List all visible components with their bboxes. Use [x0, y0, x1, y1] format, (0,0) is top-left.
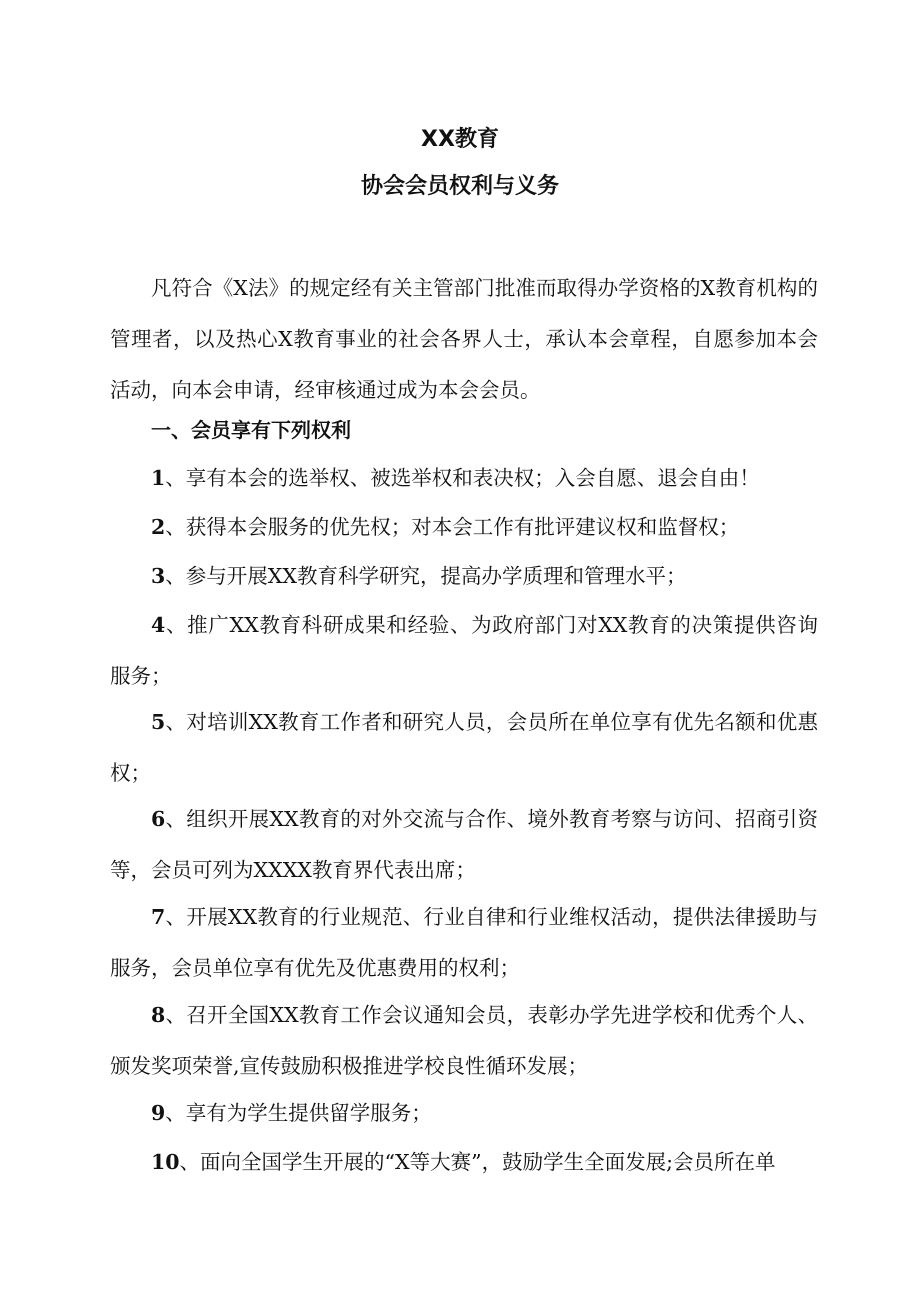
item-text: 、组织开展XX教育的对外交流与合作、境外教育考察与访问、招商引资等，会员可列为XXXX教育界代表出席； — [110, 807, 818, 882]
rights-item-7 — [110, 892, 818, 994]
item-text: 、面向全国学生开展的“X等大赛”，鼓励学生全面发展;会员所在单 — [179, 1150, 776, 1174]
item-number: 1 — [151, 466, 166, 490]
document-title-line2: 协会会员权利与义务 — [360, 174, 559, 199]
section-heading-rights: 一、会员享有下列权利 — [151, 418, 351, 442]
rights-item-4 — [110, 600, 818, 702]
item-text: 、开展XX教育的行业规范、行业自律和行业维权活动，提供法律援助与服务，会员单位享有优先及优惠费用的权利； — [110, 905, 818, 980]
item-text: 、获得本会服务的优先权；对本会工作有批评建议权和监督权； — [165, 515, 740, 539]
rights-item-2 — [110, 502, 818, 553]
item-text: 、享有为学生提供留学服务； — [165, 1101, 432, 1125]
rights-item-3 — [110, 551, 818, 602]
item-number: 8 — [151, 1003, 166, 1027]
item-text: 、推广XX教育科研成果和经验、为政府部门对XX教育的决策提供咨询服务； — [110, 613, 818, 688]
rights-item-9 — [110, 1088, 818, 1139]
item-number: 6 — [151, 807, 166, 831]
document-title-line1: XX教育 — [421, 127, 499, 152]
item-number: 10 — [151, 1150, 180, 1174]
rights-item-6 — [110, 794, 818, 896]
item-number: 3 — [151, 564, 166, 588]
item-number: 5 — [151, 710, 166, 734]
item-text: 、享有本会的选举权、被选举权和表决权；入会自愿、退会自由！ — [165, 466, 760, 490]
rights-item-5 — [110, 697, 818, 799]
item-text: 、参与开展XX教育科学研究，提高办学质理和管理水平； — [165, 564, 687, 588]
item-number: 4 — [151, 613, 166, 637]
item-number: 7 — [151, 905, 166, 929]
item-text: 、召开全国XX教育工作会议通知会员，表彰办学先进学校和优秀个人、颁发奖项荣誉,宣传鼓励积极推进学校良性循环发展； — [110, 1003, 818, 1078]
rights-item-1 — [110, 453, 818, 504]
item-text: 、对培训XX教育工作者和研究人员，会员所在单位享有优先名额和优惠权； — [110, 710, 818, 785]
rights-item-10 — [110, 1137, 818, 1188]
rights-item-8 — [110, 990, 818, 1092]
item-number: 2 — [151, 515, 166, 539]
intro-paragraph: 凡符合《X法》的规定经有关主管部门批准而取得办学资格的X教育机构的管理者，以及热心X教育事业的社会各界人士，承认本会章程，自愿参加本会活动，向本会申请，经审核通过成为本会会员。 — [110, 276, 818, 402]
item-number: 9 — [151, 1101, 166, 1125]
